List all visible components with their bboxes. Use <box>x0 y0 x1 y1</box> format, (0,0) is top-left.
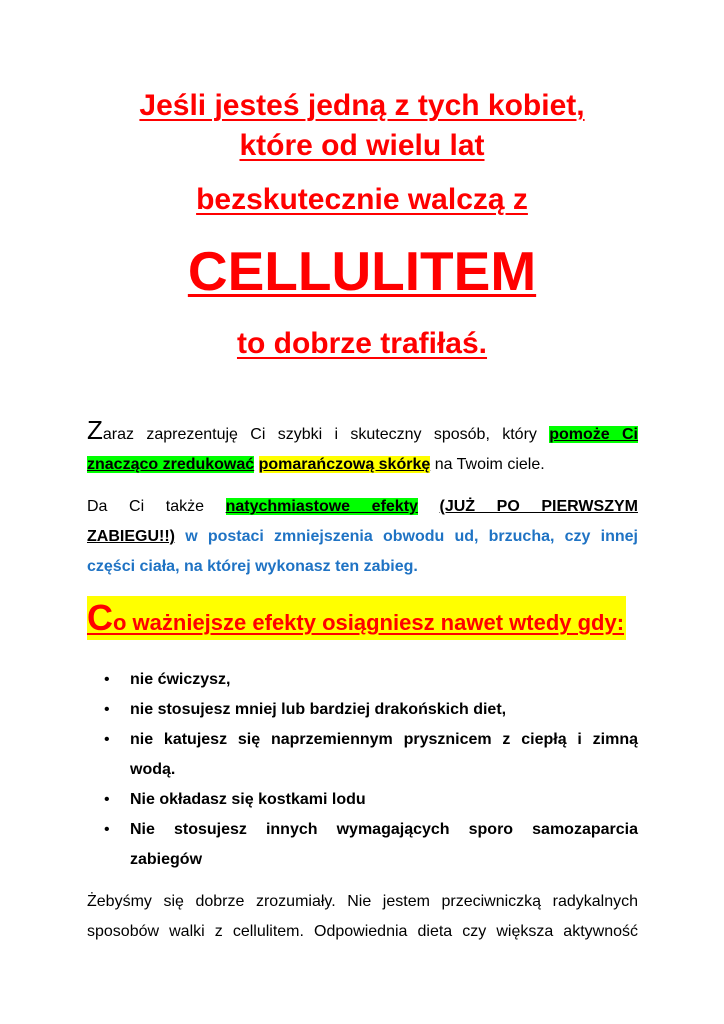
para1-text: araz zaprezentuję Ci szybki i skuteczny sposób, który <box>102 426 537 443</box>
title-line-2: które od wielu lat <box>239 129 485 162</box>
bullet-icon: • <box>104 701 110 718</box>
para1-highlight-green-1: pomoże Ci <box>549 426 639 443</box>
list-item: Nie stosujesz innych wymagających sporo samozaparcia <box>130 821 638 838</box>
para2-bold-1: (JUŻ PO PIERWSZYM <box>439 498 638 515</box>
list-item: nie ćwiczysz, <box>130 671 231 688</box>
para1-line1 <box>87 415 639 445</box>
para1-line2 <box>87 455 638 475</box>
title-line-3: bezskutecznie walczą z <box>196 183 528 216</box>
heading-drop-letter: C <box>87 597 113 638</box>
para2-bold-2: ZABIEGU!!) <box>87 528 175 545</box>
list-item: nie katujesz się naprzemiennym prysznicem z ciepłą i zimną <box>130 731 638 748</box>
para1-drop-letter: Z <box>87 415 103 445</box>
list-item-continuation: zabiegów <box>130 851 203 868</box>
para3-line1: Żebyśmy się dobrze zrozumiały. Nie jestem przeciwniczką radykalnych <box>87 893 638 910</box>
para2-line3 <box>87 557 638 577</box>
para1-highlight-yellow: pomarańczową skórkę <box>258 456 431 473</box>
para1-highlight-green-2: znacząco zredukować <box>87 456 255 473</box>
para2-blue-2: części ciała, na której wykonasz ten zabieg. <box>87 558 418 575</box>
bullet-icon: • <box>104 671 110 688</box>
para2-highlight-green: natychmiastowe efekty <box>225 498 418 515</box>
para2-line2 <box>87 527 638 547</box>
heading-text: o ważniejsze efekty osiągniesz nawet wtedy gdy: <box>113 610 625 635</box>
list-item: nie stosujesz mniej lub bardziej drakońskich diet, <box>130 701 507 718</box>
bullet-icon: • <box>104 791 110 808</box>
title-line-5: to dobrze trafiłaś. <box>236 327 488 360</box>
bullet-icon: • <box>104 731 110 748</box>
bullet-icon: • <box>104 821 110 838</box>
list-item-continuation: wodą. <box>130 761 176 778</box>
section-heading <box>87 596 626 640</box>
list-item: Nie okładasz się kostkami lodu <box>130 791 366 808</box>
para2-line1 <box>87 497 638 517</box>
title-cellulitem: CELLULITEM <box>187 240 537 302</box>
para3-line2: sposobów walki z cellulitem. Odpowiednia dieta czy większa aktywność <box>87 923 638 940</box>
para2-blue-1: w postaci zmniejszenia obwodu ud, brzucha, czy innej <box>185 528 638 545</box>
title-line-1: Jeśli jesteś jedną z tych kobiet, <box>139 89 585 122</box>
para1-tail: na Twoim ciele. <box>434 456 545 473</box>
para2-start: Da Ci także <box>87 498 204 515</box>
